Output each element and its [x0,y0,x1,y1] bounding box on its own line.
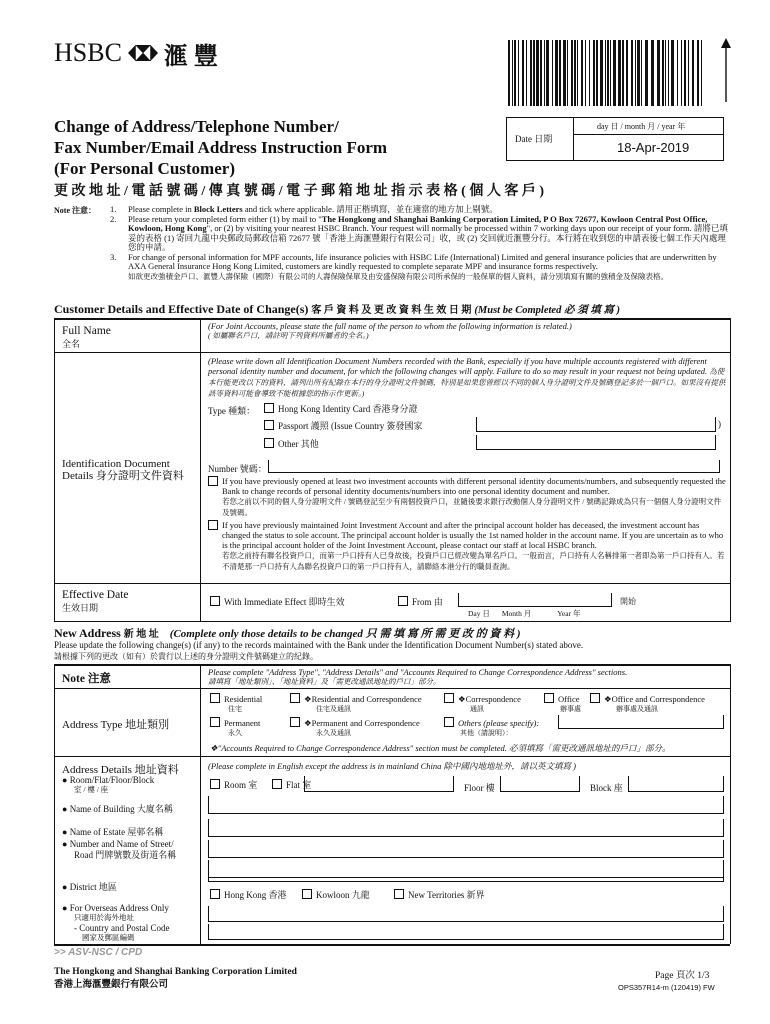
footer-code: >> ASV-NSC / CPD [54,947,143,958]
option-perm-corr[interactable]: ❖Permanent and Correspondence 永久及通訊 [290,717,420,738]
full-name-label: Full Name 全名 [62,325,111,349]
option-flat[interactable]: Flat 室 [272,778,311,791]
room-flat-label: ● Room/Flat/Floor/Block 室 / 樓 / 座 [62,775,155,794]
start-label: 開始 [620,597,636,606]
option-res-corr[interactable]: ❖Residential and Correspondence 住宅及通訊 [290,693,422,714]
joint-note: (For Joint Accounts, please state the full name of the person to whom the following information is related.) ( 如屬聯名戶口，請註明下列資料所屬者的全名。) [208,321,572,340]
english-note: (Please complete in English except the address is in mainland China 除中國內地地址外，請以英文填寫 ) [208,761,576,771]
form-code: OPS357R14-m (120419) FW [618,983,715,992]
room-field[interactable] [304,776,454,792]
kowloon-checkbox[interactable] [302,889,312,899]
note-text: Please complete "Address Type", "Address Details" and "Accounts Required to Change Correspondence Address" sections. 請填寫「地址類別」、「地址資料」及「需更改通訊地址的戶口」部分。 [208,667,628,686]
other-checkbox[interactable] [264,438,274,448]
form-title [54,116,504,179]
notes-label: Note 注意： [54,206,96,215]
date-label: Date 日期 [515,134,553,144]
option-kowloon[interactable]: Kowloon 九龍 [302,888,370,901]
barcode-icon [508,40,706,106]
permanent-checkbox[interactable] [210,717,220,727]
district-field[interactable] [208,868,724,882]
note-label: Note 注意 [62,673,111,685]
date-format: day 日 / month 月 / year 年 [597,122,686,131]
date-box [506,117,724,161]
option-immediate[interactable]: With Immediate Effect 即時生效 [210,595,345,608]
option-joint-account[interactable]: If you have previously maintained Joint Investment Account and after the principal account holder has deceased, the investment account has changed the status to sole account. The principal account holder is usually the 1st named holder in the account name. If you are uncertain as to who is the principal account holder of the Joint Investment Account, please contact our staff at local HSBC branch. 若您之前持有聯名投資戶口，而第一戶口持有人已身故後，投資戶口已經改變為單名戶口。一般而言，戶口持有人名稱排第一者即為第一戶口持有人。若不清楚那一戶口持有人為聯名投資戶口的第一戶口持有人，請聯絡本港分行的職員查詢。 [208,520,726,572]
arrow-up-icon [720,38,732,102]
block-label: Block 座 [590,783,623,793]
section1-heading: Customer Details and Effective Date of Change(s) 客 戶 資 料 及 更 改 資 料 生 效 日 期 (Must be Completed 必 須 填 寫 ) [54,302,620,316]
title-line-1: Change of Address/Telephone Number/ [54,117,339,136]
floor-field[interactable] [500,776,580,792]
floor-label: Floor 樓 [464,783,495,793]
option-permanent[interactable]: Permanent 永久 [210,717,260,738]
flat-checkbox[interactable] [272,779,282,789]
other-field[interactable] [476,435,716,450]
block-field[interactable] [628,776,724,792]
option-multi-id[interactable]: If you have previously opened at least two investment accounts with different personal identity documents/numbers, and subsequently requested the Bank to change records of personal identity documents/numbers into one personal identity document and number. 若您之前以不同的個人身分證明文件 / 號碼登記至少有兩個投資戶口，並隨後要求銀行改動個人身分證明文件 / 號碼記錄成為只有一個個人身分證明文件及號碼。 [208,476,726,518]
option-nt[interactable]: New Territories 新界 [394,888,485,901]
update-text: Please update the following change(s) (if any) to the records maintained with the Bank under the Identification Document Number(s) stated above. 請根據下列的更改（如有）於貴行以上述的身分證明文件號碼建立的紀錄。 [54,640,584,661]
from-checkbox[interactable] [398,596,408,606]
option-office-corr[interactable]: ❖Office and Correspondence 辦事處及通訊 [590,693,705,714]
overseas-field-2[interactable] [208,924,724,940]
issue-country-field[interactable] [476,417,716,432]
option-hkid[interactable]: Hong Kong Identity Card 香港身分證 [264,402,418,415]
residential-checkbox[interactable] [210,693,220,703]
passport-checkbox[interactable] [264,420,274,430]
note-2: 2. Please return your completed form either (1) by mail to "The Hongkong and Shanghai Banking Corporation Limited, P O Box 72677, Kowloon Central Post Office, Kowloon, Hong Kong", or (2) by visiting your nearest HSBC Branch. Your request will normally be processed within 7 working days upon our receipt of your form. 請將已填妥的表格 (1) 寄回九龍中央郵政局郵政信箱 72677 號「香港上海滙豐銀行有限公司」收，或 (2) 交回就近滙豐分行。本行將在收到您的申請表後七個工作天內處理您的申請。 [110,213,728,252]
multi-id-checkbox[interactable] [208,476,218,486]
effective-label: Effective Date 生效日期 [62,589,129,613]
others-field[interactable] [558,715,724,729]
option-other[interactable]: Other 其他 [264,437,319,450]
number-label: Number 號碼： [208,464,267,474]
option-corr[interactable]: ❖Correspondence 通訊 [444,693,521,714]
hkid-checkbox[interactable] [264,403,274,413]
building-label: ● Name of Building 大廈名稱 [62,804,173,814]
district-label: ● District 地區 [62,882,117,892]
hk-checkbox[interactable] [210,889,220,899]
page-number: Page 頁次 1/3 [655,971,710,981]
address-type-label: Address Type 地址類別 [62,719,170,731]
footer-bank: The Hongkong and Shanghai Banking Corporation Limited 香港上海滙豐銀行有限公司 [54,967,297,990]
option-passport[interactable]: Passport 護照 (Issue Country 簽發國家 [264,419,423,432]
address-details-label: Address Details 地址資料 [62,764,179,776]
corr-checkbox[interactable] [444,693,454,703]
type-label: Type 種類： [208,406,256,416]
hexagon-logo-icon [128,45,158,61]
title-chinese: 更 改 地 址 / 電 話 號 碼 / 傳 真 號 碼 / 電 子 郵 箱 地 址 指 示 表 格 ( 個 人 客 戶 ) [54,184,544,199]
estate-label: ● Name of Estate 屋邨名稱 [62,827,164,837]
id-note: (Please write down all Identification Document Numbers recorded with the Bank, especially if you have multiple accounts registered with different personal identity number and document, for which the following changes will apply. Failure to do so may result in your request not being updated. 為使本行能更改以下的資料，請列出所有紀錄在本行的身分證明文件號碼，特別是如果您曾經以不同的個人身分證明文件及號碼登記多於一個戶口。如果沒有提供該等資料可能會導致不能根據您的指示作更新。) [208,356,726,398]
option-hk[interactable]: Hong Kong 香港 [210,888,287,901]
option-residential[interactable]: Residential 住宅 [210,693,262,714]
perm-corr-checkbox[interactable] [290,717,300,727]
note-3: 3. For change of personal information for MPF accounts, life insurance policies with HSBC Life (International) Limited and general insurance policies that are underwritten by AXA General Insurance Hong Kong Limited, customers are kindly requested to complete separate MPF and insurance forms respectively. 如欲更改強積金戶口、滙豐人壽保險（國際）有限公司的人壽保險保單及由安盛保險有限公司所承保的一般保單的個人資料，請分別填寫有關的強積金及保險表格。 [110,251,717,281]
logo-chinese: 滙 豐 [163,43,218,70]
joint-account-checkbox[interactable] [208,520,218,530]
title-line-3: (For Personal Customer) [54,159,235,178]
street-field-1[interactable] [208,840,724,858]
option-office[interactable]: Office 辦事處 [544,693,581,714]
id-number-field[interactable] [268,460,720,473]
logo-latin: HSBC [54,38,122,67]
option-from[interactable]: From 由 [398,595,443,608]
overseas-field-1[interactable] [208,906,724,922]
building-field[interactable] [208,796,724,814]
title-line-2: Fax Number/Email Address Instruction Form [54,138,388,157]
nt-checkbox[interactable] [394,889,404,899]
date-sublabels: Day 日 Month 月 Year 年 [468,609,581,618]
id-doc-label: Identification Document Details 身分證明文件資料 [62,458,184,482]
res-corr-checkbox[interactable] [290,693,300,703]
immediate-checkbox[interactable] [210,596,220,606]
option-others[interactable]: Others (please specify): 其他（請說明）： [444,717,539,738]
estate-field[interactable] [208,819,724,837]
room-checkbox[interactable] [210,779,220,789]
others-checkbox[interactable] [444,717,454,727]
office-checkbox[interactable] [544,693,554,703]
street-label: ● Number and Name of Street/ Road 門牌號數及街道名稱 [62,839,177,860]
overseas-label: ● For Overseas Address Only 只適用於海外地址 - Country and Postal Code 國家及郵區編碼 [62,903,170,942]
hsbc-logo [54,38,218,68]
office-corr-checkbox[interactable] [590,693,600,703]
notes-block [110,205,730,281]
date-value[interactable]: 18-Apr-2019 [617,140,690,155]
note-1: 1. Please complete in Block Letters and tick where applicable. 請用正楷填寫，並在適當的地方加上剔號。 [110,204,498,214]
option-room[interactable]: Room 室 [210,778,257,791]
section2-heading: New Address 新 地 址 (Complete only those details to be changed 只 需 填 寫 所 需 更 改 的 資 料 ) [54,626,521,640]
accounts-note: ❖"Accounts Required to Change Correspondence Address" section must be completed. 必須填寫「需更改通訊地址的戶口」部分。 [210,743,671,753]
from-date-field[interactable] [458,593,612,607]
